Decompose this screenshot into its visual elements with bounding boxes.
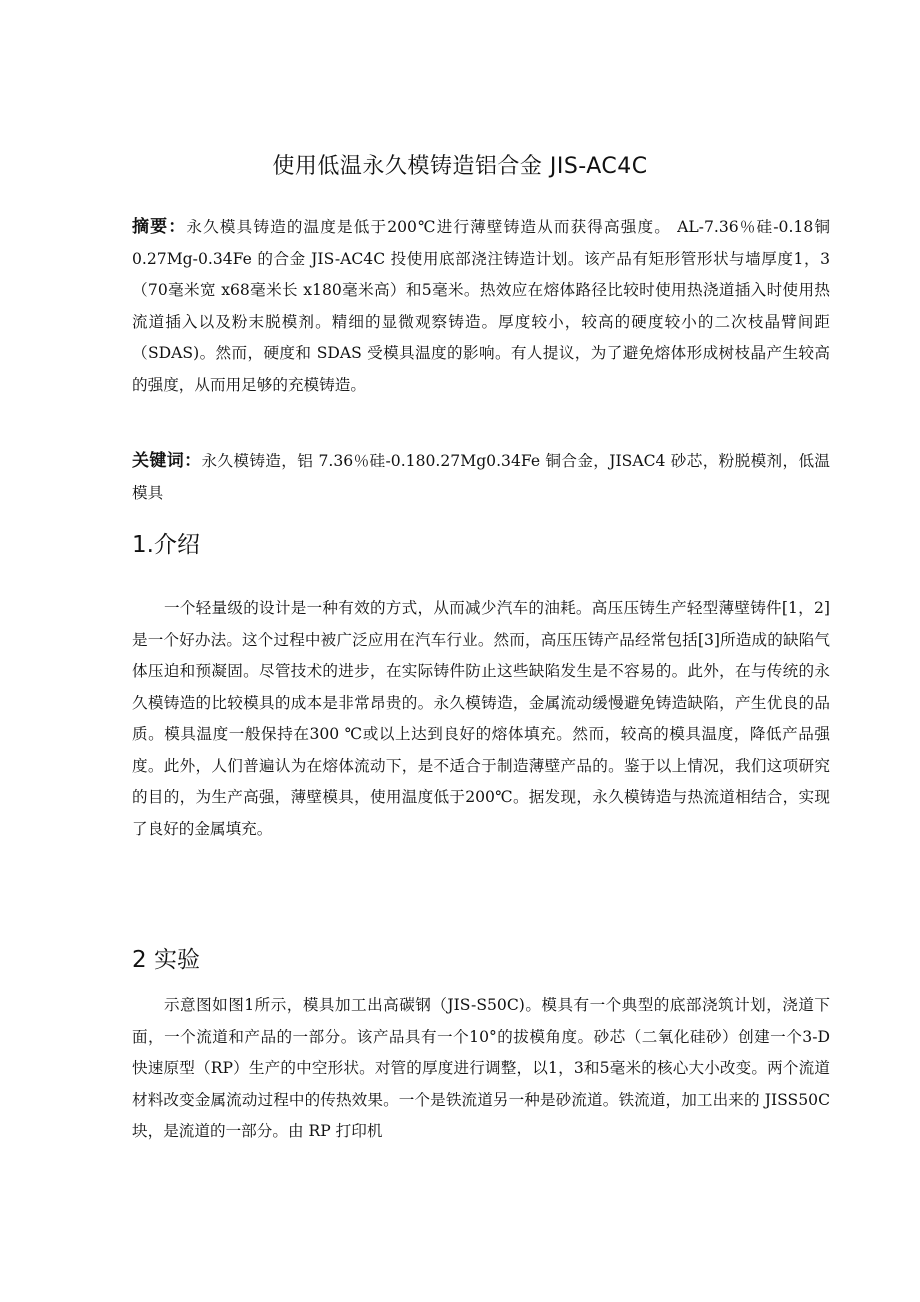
abstract-label: 摘要：: [132, 217, 187, 237]
page-title: 使用低温永久模铸造铝合金 JIS-AC4C: [272, 154, 648, 179]
keywords: [132, 446, 830, 509]
abstract-text: 永久模具铸造的温度是低于200℃进行薄壁铸造从而获得高强度。 AL-7.36％硅-0.18铜0.27Mg-0.34Fe 的合金 JIS-AC4C 投使用底部浇注铸造计划。该产品有矩形管形状与墙厚度1，3（70毫米宽 x68毫米长 x180毫米高）和5毫米。热效应在熔体路径比较时使用热浇道插入时使用热流道插入以及粉末脱模剂。精细的显微观察铸造。厚度较小，较高的硬度较小的二次枝晶臂间距（SDAS)。然而，硬度和 SDAS 受模具温度的影响。有人提议，为了避免熔体形成树枝晶产生较高的强度，从而用足够的充模铸造。: [132, 218, 830, 394]
section-heading-experiment: 2 实验: [132, 947, 200, 973]
section-heading-introduction: 1.介绍: [132, 532, 200, 558]
keywords-label: 关键词：: [132, 451, 202, 471]
abstract: [132, 212, 830, 401]
keywords-text: 永久模铸造，铝 7.36％硅-0.180.27Mg0.34Fe 铜合金，JISAC4 砂芯，粉脱模剂，低温模具: [132, 452, 831, 502]
section-paragraph-introduction: 一个轻量级的设计是一种有效的方式，从而减少汽车的油耗。高压压铸生产轻型薄壁铸件[1，2]是一个好办法。这个过程中被广泛应用在汽车行业。然而，高压压铸产品经常包括[3]所造成的缺陷气体压迫和预凝固。尽管技术的进步，在实际铸件防止这些缺陷发生是不容易的。此外，在与传统的永久模铸造的比较模具的成本是非常昂贵的。永久模铸造，金属流动缓慢避免铸造缺陷，产生优良的品质。模具温度一般保持在300 ℃或以上达到良好的熔体填充。然而，较高的模具温度，降低产品强度。此外，人们普遍认为在熔体流动下，是不适合于制造薄壁产品的。鉴于以上情况，我们这项研究的目的，为生产高强，薄壁模具，使用温度低于200℃。据发现，永久模铸造与热流道相结合，实现了良好的金属填充。: [132, 599, 830, 838]
section-paragraph-experiment: 示意图如图1所示，模具加工出高碳钢（JIS-S50C)。模具有一个典型的底部浇筑计划，浇道下面，一个流道和产品的一部分。该产品具有一个10°的拔模角度。砂芯（二氧化硅砂）创建一个3-D 快速原型（RP）生产的中空形状。对管的厚度进行调整，以1，3和5毫米的核心大小改变。两个流道材料改变金属流动过程中的传热效果。一个是铁流道另一种是砂流道。铁流道，加工出来的 JISS50C 块，是流道的一部分。由 RP 打印机: [132, 996, 830, 1140]
